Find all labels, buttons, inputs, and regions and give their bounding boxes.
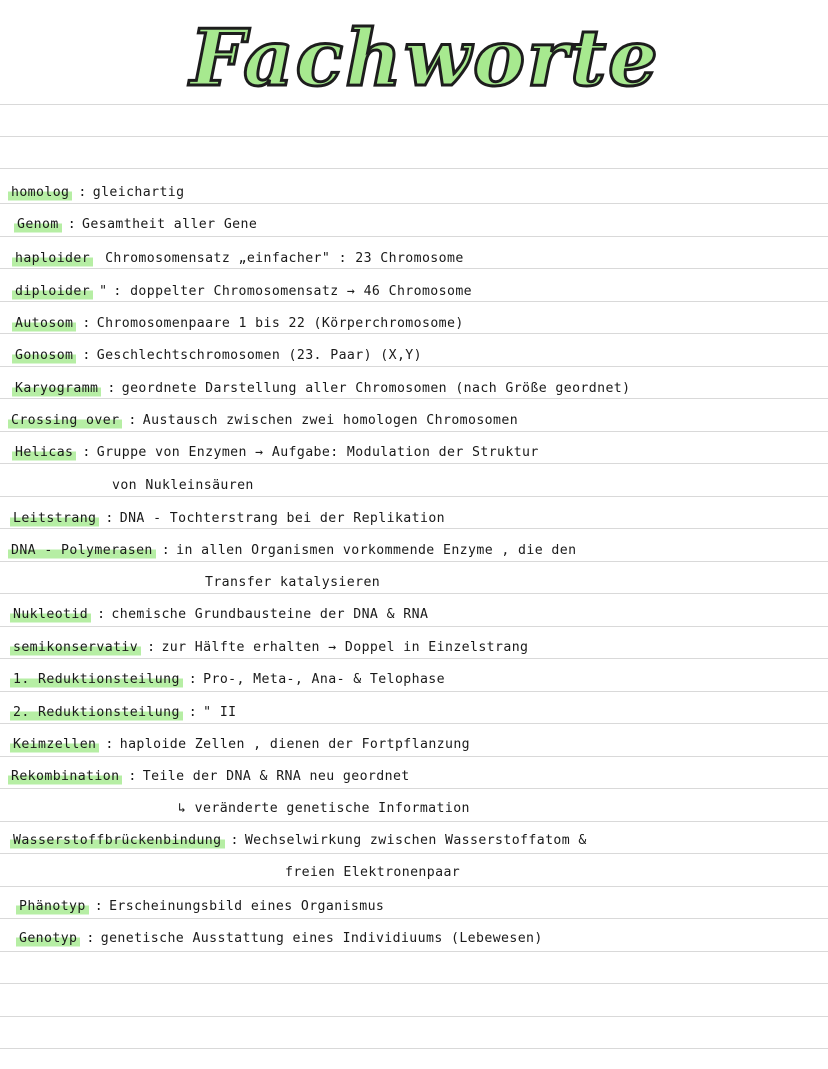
term-label: Helicas (12, 444, 76, 462)
term-label: DNA - Polymerasen (8, 542, 156, 560)
term-label: haploider (12, 250, 93, 268)
ruled-line (0, 691, 828, 692)
separator: : (86, 931, 95, 946)
ruled-line (0, 366, 828, 367)
definition-text: Gesamtheit aller Gene (82, 217, 258, 232)
definition-text: haploide Zellen , dienen der Fortpflanzung (119, 737, 471, 752)
ruled-line (0, 821, 828, 822)
separator: : (105, 737, 114, 752)
term-label: Gonosom (12, 347, 76, 365)
ruled-line (0, 853, 828, 854)
separator: : (94, 899, 104, 914)
ruled-line (0, 168, 828, 169)
glossary-entry-karyogramm (12, 380, 630, 398)
ruled-line (0, 886, 828, 887)
definition-continuation: von Nukleinsäuren (112, 478, 254, 493)
separator: : (67, 217, 77, 232)
term-label: homolog (8, 184, 72, 202)
glossary-entry-helicas (12, 444, 539, 462)
separator: : (82, 316, 91, 331)
term-label: Karyogramm (12, 380, 101, 398)
glossary-entry-homolog (8, 184, 184, 202)
definition-text: Teile der DNA & RNA neu geordnet (142, 769, 410, 784)
ruled-line (0, 788, 828, 789)
separator: : (230, 833, 239, 848)
glossary-entry-autosom (12, 315, 464, 333)
separator: : (78, 185, 87, 200)
ruled-line (0, 983, 828, 984)
glossary-entry-crossing-over (8, 412, 518, 430)
definition-text: Pro-, Meta-, Ana- & Telophase (203, 672, 445, 687)
separator: : (128, 413, 137, 428)
definition-text: in allen Organismen vorkommende Enzyme , die den (176, 543, 577, 558)
ruled-line (0, 236, 828, 237)
term-label: 2. Reduktionsteilung (10, 704, 183, 722)
glossary-entry-reduktionsteilung-1 (10, 671, 445, 689)
ruled-line (0, 431, 828, 432)
definition-text: Gruppe von Enzymen → Aufgabe: Modulation der Struktur (96, 445, 539, 460)
definition-text: Geschlechtschromosomen (23. Paar) (X,Y) (96, 348, 422, 363)
term-label: Autosom (12, 315, 76, 333)
term-label: diploider (12, 283, 93, 301)
definition-text: zur Hälfte erhalten → Doppel in Einzelstrang (161, 640, 529, 655)
ruled-line (0, 496, 828, 497)
term-label: Phänotyp (16, 898, 89, 916)
ruled-line (0, 951, 828, 952)
glossary-entry-genom (14, 216, 257, 234)
ruled-line (0, 723, 828, 724)
term-label: Genom (14, 216, 62, 234)
ruled-line (0, 626, 828, 627)
term-label: semikonservativ (10, 639, 141, 657)
ruled-line (0, 918, 828, 919)
separator (93, 251, 105, 266)
ruled-line (0, 1016, 828, 1017)
separator: : (82, 445, 91, 460)
ruled-line (0, 658, 828, 659)
definition-text: Austausch zwischen zwei homologen Chromosomen (142, 413, 519, 428)
term-label: Wasserstoffbrückenbindung (10, 832, 225, 850)
definition-text: genetische Ausstattung eines Individiuums (Lebewesen) (100, 931, 543, 946)
glossary-entry-genotyp (16, 930, 543, 948)
glossary-entry-nukleotid (10, 606, 428, 624)
ruled-line (0, 1048, 828, 1049)
definition-text: DNA - Tochterstrang bei der Replikation (119, 511, 445, 526)
definition-text: Chromosomensatz „einfacher" : 23 Chromosome (105, 251, 464, 266)
ruled-line (0, 398, 828, 399)
definition-text: : doppelter Chromosomensatz → 46 Chromosome (113, 284, 473, 299)
term-label: Nukleotid (10, 606, 91, 624)
glossary-entry-diploider (12, 283, 472, 301)
definition-continuation: Transfer katalysieren (205, 575, 381, 590)
glossary-entry-rekombination (8, 768, 410, 786)
page-title: Fachworte (190, 13, 660, 104)
separator: : (82, 348, 91, 363)
ruled-line (0, 104, 828, 105)
separator: : (188, 672, 198, 687)
ruled-line (0, 301, 828, 302)
ruled-line (0, 463, 828, 464)
definition-text: chemische Grundbausteine der DNA & RNA (111, 607, 429, 622)
separator: : (161, 543, 171, 558)
separator: : (105, 511, 114, 526)
ruled-line (0, 561, 828, 562)
glossary-entry-leitstrang (10, 510, 445, 528)
glossary-entry-gonosom (12, 347, 422, 365)
ruled-line (0, 203, 828, 204)
ruled-line (0, 528, 828, 529)
ruled-line (0, 333, 828, 334)
separator: : (147, 640, 156, 655)
term-label: 1. Reduktionsteilung (10, 671, 183, 689)
definition-text: gleichartig (92, 185, 185, 200)
ruled-line (0, 593, 828, 594)
ruled-line (0, 756, 828, 757)
glossary-entry-phaenotyp (16, 898, 384, 916)
term-label: Keimzellen (10, 736, 99, 754)
glossary-entry-semikonservativ (10, 639, 528, 657)
glossary-entry-keimzellen (10, 736, 470, 754)
glossary-entry-haploider (12, 250, 464, 268)
term-label: Crossing over (8, 412, 122, 430)
separator: " (99, 284, 108, 299)
ruled-line (0, 136, 828, 137)
ruled-line (0, 268, 828, 269)
separator: : (128, 769, 137, 784)
definition-text: " II (203, 705, 237, 720)
definition-text: Erscheinungsbild eines Organismus (109, 899, 385, 914)
glossary-entry-wasserstoffbrueckenbindung (10, 832, 587, 850)
separator: : (188, 705, 198, 720)
separator: : (107, 381, 116, 396)
separator: : (97, 607, 106, 622)
term-label: Rekombination (8, 768, 122, 786)
term-label: Genotyp (16, 930, 80, 948)
definition-continuation: ↳ veränderte genetische Information (178, 801, 470, 816)
glossary-entry-reduktionsteilung-2 (10, 704, 237, 722)
definition-text: Wechselwirkung zwischen Wasserstoffatom & (244, 833, 587, 848)
term-label: Leitstrang (10, 510, 99, 528)
definition-continuation: freien Elektronenpaar (285, 865, 461, 880)
definition-text: Chromosomenpaare 1 bis 22 (Körperchromosome) (96, 316, 464, 331)
glossary-entry-dna-polymerasen (8, 542, 576, 560)
definition-text: geordnete Darstellung aller Chromosomen (nach Größe geordnet) (121, 381, 631, 396)
